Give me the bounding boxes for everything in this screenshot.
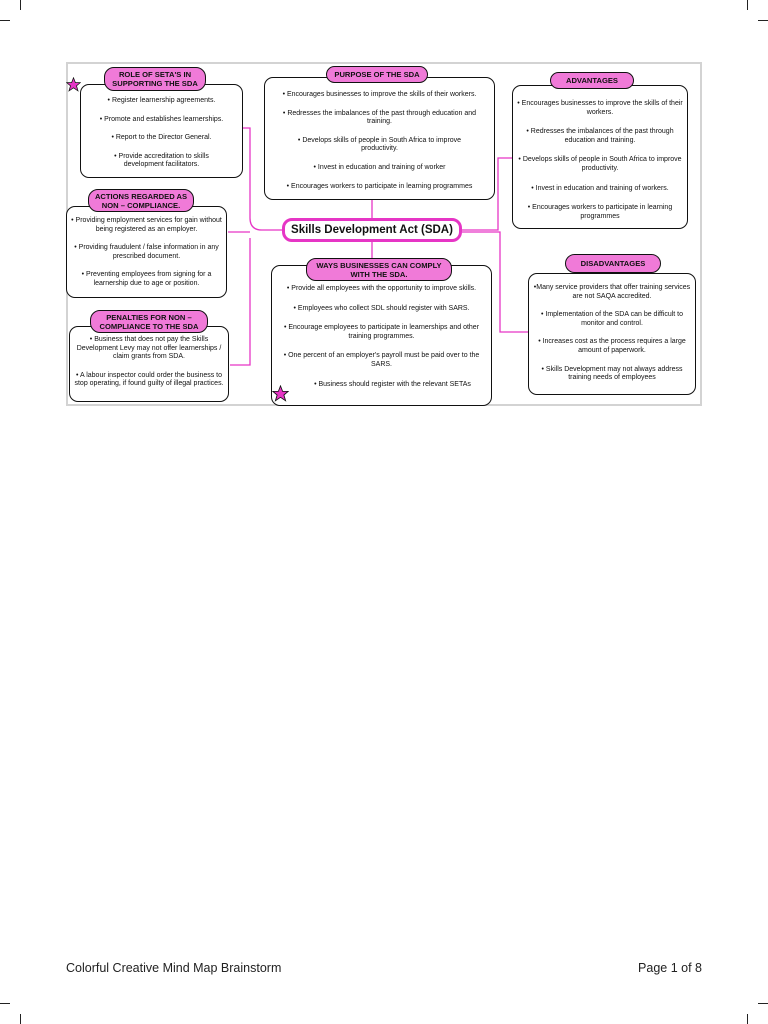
advantages-bullet-4: • Invest in education and training of workers. <box>531 184 669 192</box>
actions-label: ACTIONS REGARDED AS NON – COMPLIANCE. <box>88 189 194 212</box>
actions-box <box>66 206 227 298</box>
penalties-box <box>69 326 229 402</box>
purpose-bullet-5: • Encourages workers to participate in learning programmes <box>286 182 473 190</box>
purpose-box <box>264 77 495 200</box>
ways-comply-box <box>271 265 492 406</box>
crop-mark <box>758 20 768 21</box>
actions-bullet-1: • Providing employment services for gain without being registered as an employer. <box>71 217 222 233</box>
crop-mark <box>758 1003 768 1004</box>
page-indicator: Page 1 of 8 <box>638 961 702 975</box>
penalties-label: PENALTIES FOR NON – COMPLIANCE TO THE SDA <box>90 310 208 333</box>
ways-bullet-1: • Provide all employees with the opportunity to improve skills. <box>286 285 477 292</box>
disadvantages-bullet-3: • Increases cost as the process requires a large amount of paperwork. <box>538 338 686 354</box>
role-bullet-1: • Register learnership agreements. <box>107 97 216 104</box>
advantages-bullet-5: • Encourages workers to participate in learning programmes <box>527 204 673 220</box>
disadvantages-bullet-1: •Many service providers that offer training services are not SAQA accredited. <box>533 284 691 300</box>
disadvantages-bullet-2: • Implementation of the SDA can be difficult to monitor and control. <box>540 311 683 327</box>
advantages-bullet-1: • Encourages businesses to improve the skills of their workers. <box>517 100 683 116</box>
role-bullet-3: • Report to the Director General. <box>111 134 212 142</box>
advantages-label: ADVANTAGES <box>550 72 634 89</box>
penalties-bullet-1: • Business that does not pay the Skills Development Levy may not offer learnerships / claim grants from SDA. <box>76 336 222 361</box>
advantages-bullet-3: • Develops skills of people in South Africa to improve productivity. <box>518 156 682 172</box>
purpose-bullet-3: • Develops skills of people in South Africa to improve productivity. <box>297 136 462 153</box>
actions-bullet-2: • Providing fraudulent / false information in any prescribed document. <box>74 244 219 260</box>
actions-bullet-3: • Preventing employees from signing for a learnership due to age or position. <box>81 271 212 287</box>
crop-mark <box>0 1003 10 1004</box>
role-bullet-4: • Provide accreditation to skills development facilitators. <box>114 152 209 169</box>
ways-bullet-3: • Encourage employees to participate in learnerships and other training programmes. <box>283 324 480 340</box>
disadvantages-bullet-4: • Skills Development may not always address training needs of employees <box>541 365 683 382</box>
document-title: Colorful Creative Mind Map Brainstorm <box>66 961 282 975</box>
purpose-bullet-4: • Invest in education and training of worker <box>313 163 446 171</box>
ways-comply-label: WAYS BUSINESSES CAN COMPLY WITH THE SDA. <box>306 258 452 281</box>
role-setas-label: ROLE OF SETA'S IN SUPPORTING THE SDA <box>104 67 206 91</box>
role-setas-box <box>80 84 243 178</box>
crop-mark <box>20 1014 21 1024</box>
purpose-bullet-2: • Redresses the imbalances of the past through education and training. <box>282 109 477 126</box>
advantages-bullet-2: • Redresses the imbalances of the past through education and training. <box>526 128 674 144</box>
crop-mark <box>747 0 748 10</box>
disadvantages-label: DISADVANTAGES <box>565 254 661 273</box>
penalties-bullet-2: • A labour inspector could order the business to stop operating, if found guilty of illegal practices. <box>74 371 224 388</box>
crop-mark <box>0 20 10 21</box>
crop-mark <box>747 1014 748 1024</box>
advantages-box <box>512 85 688 229</box>
star-icon <box>272 385 289 402</box>
role-bullet-2: • Promote and establishes learnerships. <box>99 115 224 123</box>
ways-bullet-4: • One percent of an employer's payroll must be paid over to the SARS. <box>283 352 480 368</box>
ways-bullet-5: • Business should register with the relevant SETAs <box>314 380 471 388</box>
star-icon <box>66 77 81 92</box>
purpose-label: PURPOSE OF THE SDA <box>326 66 428 83</box>
central-topic: Skills Development Act (SDA) <box>282 218 462 242</box>
purpose-bullet-1: • Encourages businesses to improve the skills of their workers. <box>282 91 477 98</box>
ways-bullet-2: • Employees who collect SDL should register with SARS. <box>293 304 470 312</box>
crop-mark <box>20 0 21 10</box>
disadvantages-box <box>528 273 696 395</box>
